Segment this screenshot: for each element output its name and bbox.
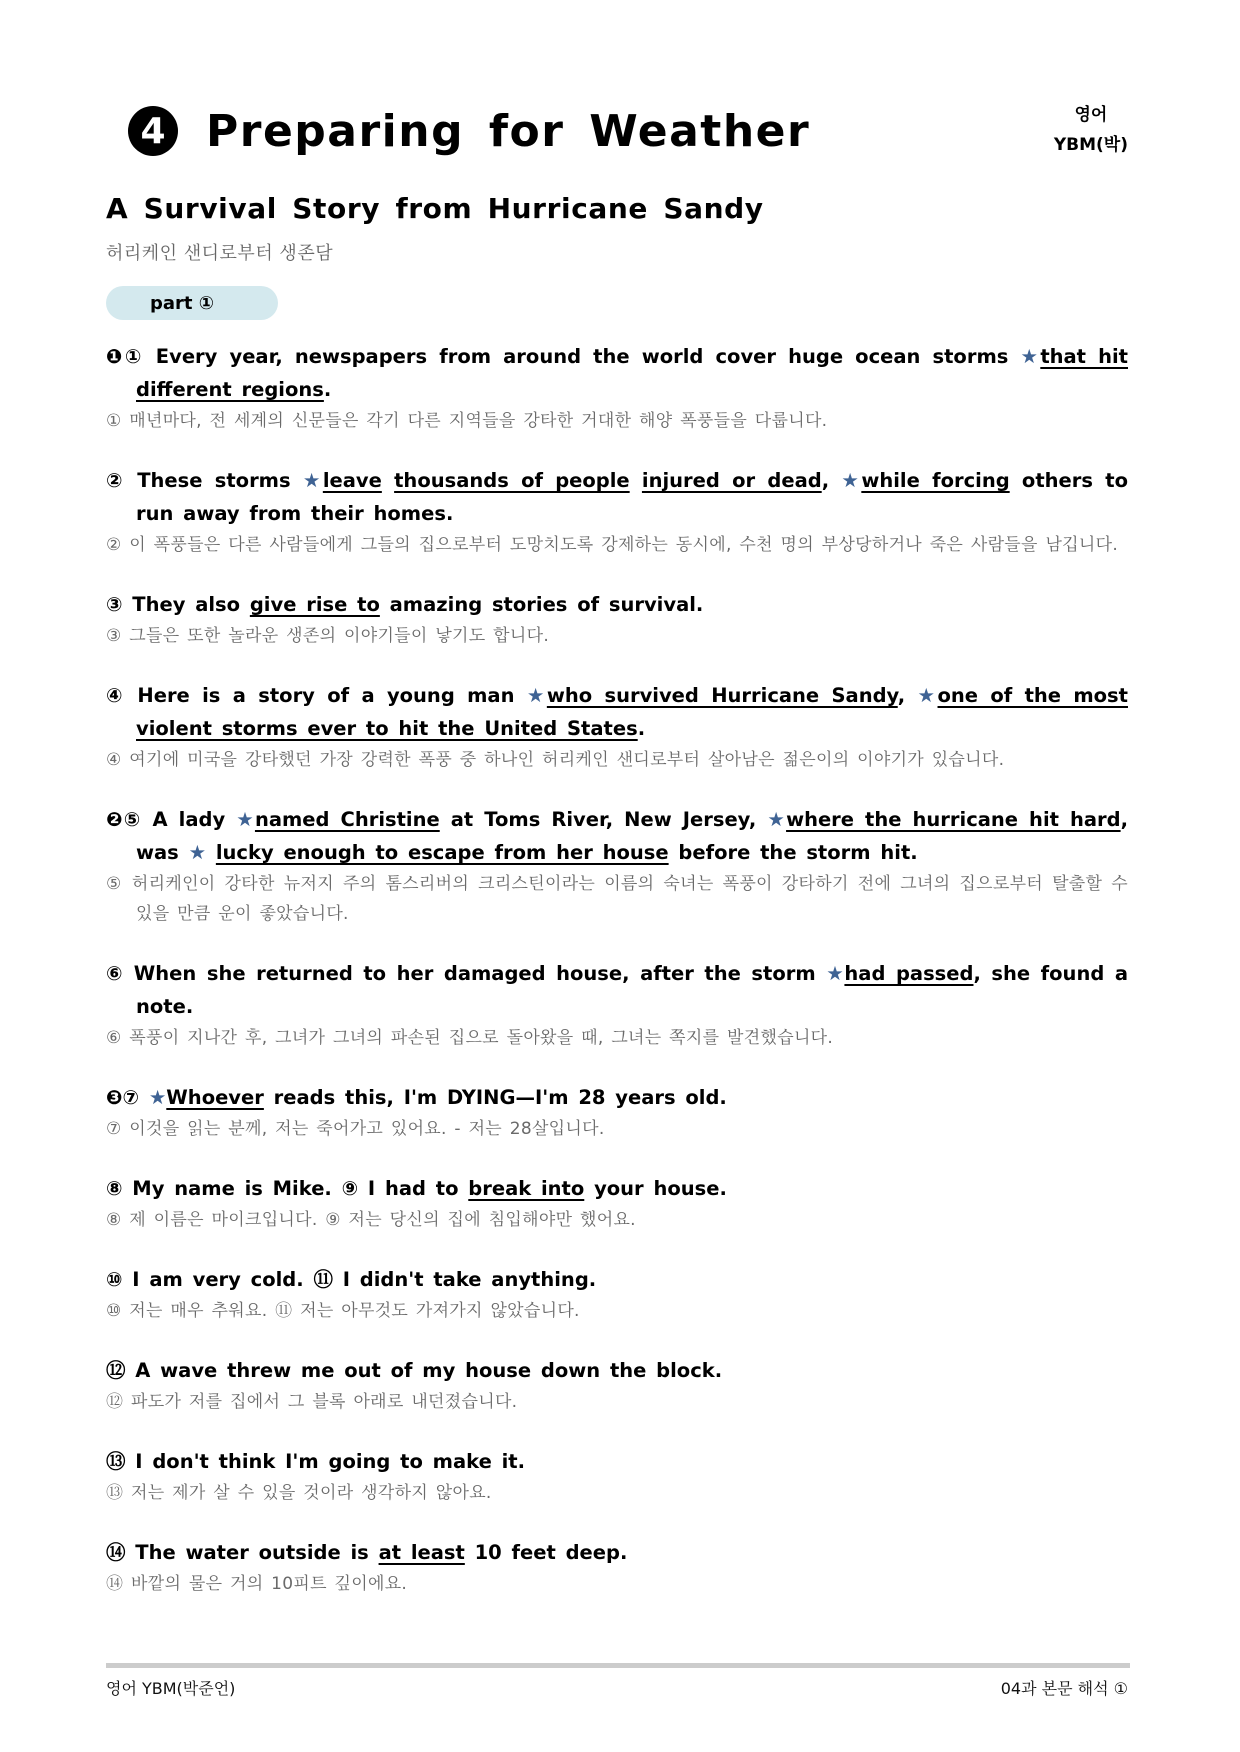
- korean-translation: ④ 여기에 미국을 강타했던 가장 강력한 폭풍 중 하나인 허리케인 샌디로부터 살아남은 젊은이의 이야기가 있습니다.: [106, 750, 1005, 770]
- sentence-text: ❷⑤ A lady: [106, 808, 237, 831]
- sentence-text: ② These storms: [106, 469, 303, 492]
- korean-translation: ⑬ 저는 제가 살 수 있을 것이라 생각하지 않아요.: [106, 1483, 492, 1503]
- english-sentence: [106, 1172, 1128, 1205]
- sentence-block: [106, 588, 1128, 651]
- sentence-text: 10 feet deep.: [464, 1541, 628, 1564]
- korean-translation: ⑧ 제 이름은 마이크입니다. ⑨ 저는 당신의 집에 침입해야만 했어요.: [106, 1210, 636, 1230]
- english-sentence: [106, 1081, 1128, 1114]
- sentence-text: .: [323, 378, 332, 401]
- footer-right: 04과 본문 해석 ①: [1000, 1679, 1128, 1698]
- sentence-text: ⑧ My name is Mike. ⑨ I had to: [106, 1177, 469, 1200]
- sentence-text: ③ They also: [106, 593, 250, 616]
- sentence-block: [106, 464, 1128, 560]
- english-sentence: [106, 1445, 1128, 1478]
- star-icon: ★: [841, 469, 862, 492]
- underlined-phrase: that hit different regions: [136, 345, 1128, 401]
- sentence-text: , she found a note.: [136, 962, 1128, 1018]
- sentence-text: ,: [897, 684, 918, 707]
- sentence-block: [106, 1445, 1128, 1508]
- sentence-text: .: [637, 717, 646, 740]
- sentence-block: [106, 803, 1128, 929]
- english-sentence: [106, 588, 1128, 621]
- star-icon: ★: [917, 684, 938, 707]
- korean-translation: ① 매년마다, 전 세계의 신문들은 각기 다른 지역들을 강타한 거대한 해양 폭풍들을 다룹니다.: [106, 411, 828, 431]
- sentence-text: ❶① Every year, newspapers from around the world cover huge ocean storms: [106, 345, 1021, 368]
- sentence-text: ⑬ I don't think I'm going to make it.: [106, 1450, 526, 1473]
- story-subtitle: 허리케인 샌디로부터 생존담: [106, 243, 334, 264]
- underlined-phrase: thousands of people: [394, 469, 630, 492]
- sentence-text: ⑫ A wave threw me out of my house down the block.: [106, 1359, 723, 1382]
- korean-translation: ⑫ 파도가 저를 집에서 그 블록 아래로 내던졌습니다.: [106, 1392, 518, 1412]
- english-sentence: [106, 803, 1128, 869]
- star-icon: ★: [526, 684, 547, 707]
- sentence-block: [106, 957, 1128, 1053]
- subject-info: [1054, 100, 1128, 160]
- english-sentence: [106, 340, 1128, 406]
- sentence-text: [382, 469, 394, 492]
- sentence-block: [106, 1172, 1128, 1235]
- korean-translation: ② 이 폭풍들은 다른 사람들에게 그들의 집으로부터 도망치도록 강제하는 동시에, 수천 명의 부상당하거나 죽은 사람들을 남깁니다.: [106, 535, 1119, 555]
- lesson-number-badge: 4: [128, 106, 178, 156]
- star-icon: ★: [302, 469, 323, 492]
- publisher-label: YBM(박): [1053, 135, 1128, 155]
- lesson-title: Preparing for Weather: [206, 105, 811, 157]
- footer-divider: [106, 1663, 1130, 1668]
- underlined-phrase: break into: [468, 1177, 585, 1200]
- korean-translation: ⑦ 이것을 읽는 분께, 저는 죽어가고 있어요. - 저는 28살입니다.: [106, 1119, 605, 1139]
- subject-label: 영어: [1074, 105, 1108, 125]
- korean-translation: ⑤ 허리케인이 강타한 뉴저지 주의 톰스리버의 크리스틴이라는 이름의 숙녀는 폭풍이 강타하기 전에 그녀의 집으로부터 탈출할 수 있을 만큼 운이 좋았습니다.: [106, 874, 1128, 924]
- underlined-phrase: while forcing: [861, 469, 1010, 492]
- english-sentence: [106, 957, 1128, 1023]
- english-sentence: [106, 679, 1128, 745]
- sentence-text: [206, 841, 216, 864]
- sentence-text: [630, 469, 642, 492]
- underlined-phrase: had passed: [844, 962, 974, 985]
- korean-translation: ⑭ 바깥의 물은 거의 10피트 깊이에요.: [106, 1574, 408, 1594]
- story-title: A Survival Story from Hurricane Sandy: [106, 192, 764, 225]
- sentence-text: ⑭ The water outside is: [106, 1541, 379, 1564]
- underlined-phrase: one of the most violent storms ever to hit the United States: [136, 684, 1128, 740]
- sentence-text: amazing stories of survival.: [379, 593, 704, 616]
- part-badge: [106, 286, 278, 320]
- sentence-text: before the storm hit.: [668, 841, 918, 864]
- sentence-text: reads this, I'm DYING—I'm 28 years old.: [263, 1086, 727, 1109]
- sentence-block: [106, 1263, 1128, 1326]
- underlined-phrase: at least: [378, 1541, 465, 1564]
- part-label: part ①: [149, 292, 215, 314]
- sentence-text: your house.: [584, 1177, 727, 1200]
- sentence-block: [106, 1354, 1128, 1417]
- underlined-phrase: who survived Hurricane Sandy: [546, 684, 898, 707]
- underlined-phrase: injured or dead: [641, 469, 822, 492]
- star-icon: ★: [188, 841, 207, 864]
- sentence-list: [106, 340, 1128, 1599]
- star-icon: ★: [148, 1086, 167, 1109]
- star-icon: ★: [236, 808, 255, 831]
- korean-translation: ③ 그들은 또한 놀라운 생존의 이야기들이 낳기도 합니다.: [106, 626, 550, 646]
- sentence-text: others to run away from their homes.: [136, 469, 1128, 525]
- sentence-block: [106, 1081, 1128, 1144]
- sentence-text: ④ Here is a story of a young man: [106, 684, 527, 707]
- underlined-phrase: leave: [322, 469, 382, 492]
- english-sentence: [106, 464, 1128, 530]
- lesson-header: [128, 96, 810, 166]
- underlined-phrase: Whoever: [166, 1086, 264, 1109]
- sentence-text: at Toms River, New Jersey,: [439, 808, 768, 831]
- english-sentence: [106, 1536, 1128, 1569]
- footer-left: 영어 YBM(박준언): [106, 1679, 236, 1698]
- english-sentence: [106, 1263, 1128, 1296]
- sentence-text: , was: [136, 808, 1129, 864]
- sentence-text: ,: [821, 469, 842, 492]
- star-icon: ★: [1020, 345, 1041, 368]
- underlined-phrase: named Christine: [254, 808, 440, 831]
- underlined-phrase: where the hurricane hit hard: [786, 808, 1121, 831]
- sentence-block: [106, 340, 1128, 436]
- sentence-block: [106, 679, 1128, 775]
- star-icon: ★: [767, 808, 787, 831]
- star-icon: ★: [826, 962, 845, 985]
- sentence-text: ❸⑦: [106, 1086, 149, 1109]
- sentence-text: ⑥ When she returned to her damaged house, after the storm: [106, 962, 827, 985]
- underlined-phrase: give rise to: [249, 593, 380, 616]
- korean-translation: ⑩ 저는 매우 추워요. ⑪ 저는 아무것도 가져가지 않았습니다.: [106, 1301, 580, 1321]
- sentence-block: [106, 1536, 1128, 1599]
- english-sentence: [106, 1354, 1128, 1387]
- sentence-text: ⑩ I am very cold. ⑪ I didn't take anything.: [106, 1268, 597, 1291]
- underlined-phrase: lucky enough to escape from her house: [215, 841, 669, 864]
- korean-translation: ⑥ 폭풍이 지나간 후, 그녀가 그녀의 파손된 집으로 돌아왔을 때, 그녀는 쪽지를 발견했습니다.: [106, 1028, 834, 1048]
